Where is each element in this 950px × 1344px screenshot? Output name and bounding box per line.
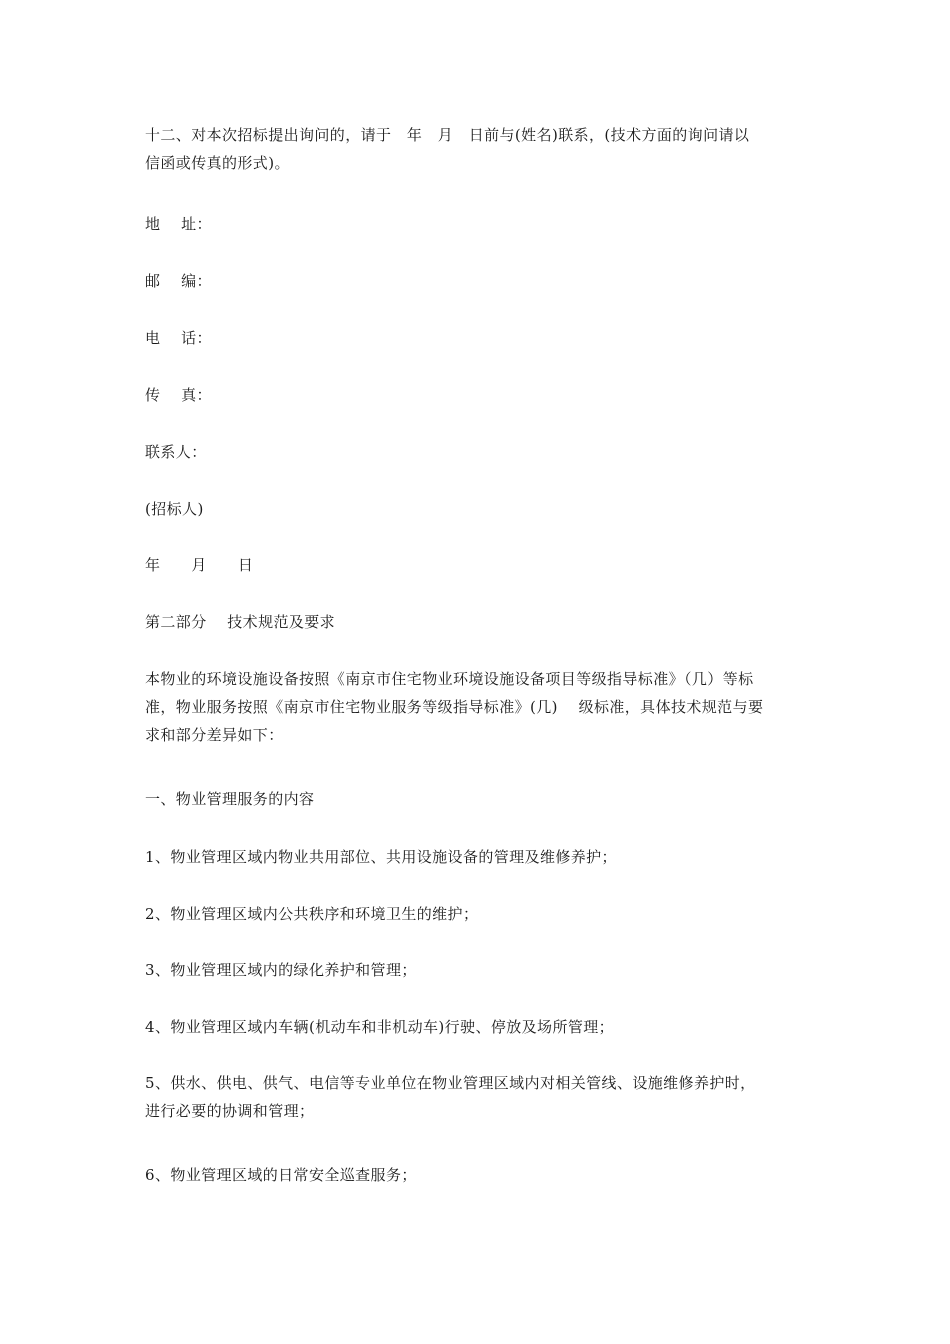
clause-12-line-2: 信函或传真的形式)。	[145, 154, 290, 172]
list-item-4: 4、物业管理区域内车辆(机动车和非机动车)行驶、停放及场所管理；	[145, 1018, 615, 1036]
postcode-label: 邮 编：	[145, 272, 212, 290]
list-item-3: 3、物业管理区域内的绿化养护和管理；	[145, 961, 417, 979]
standards-para-line-1: 本物业的环境设施设备按照《南京市住宅物业环境设施设备项目等级指导标准》（几）等标	[145, 670, 754, 688]
phone-label: 电 话：	[145, 329, 212, 347]
subsection-heading: 一、物业管理服务的内容	[145, 790, 315, 808]
clause-12-line-1: 十二、对本次招标提出询问的，请于 年 月 日前与(姓名)联系，(技术方面的询问请以	[145, 126, 750, 144]
standards-para-line-3: 求和部分差异如下：	[145, 726, 284, 744]
contact-person-label: 联系人：	[145, 443, 207, 461]
list-item-2: 2、物业管理区域内公共秩序和环境卫生的维护；	[145, 905, 479, 923]
date-line: 年 月 日	[145, 556, 254, 574]
list-item-5-line-1: 5、供水、供电、供气、电信等专业单位在物业管理区域内对相关管线、设施维修养护时，	[145, 1074, 756, 1092]
fax-label: 传 真：	[145, 386, 212, 404]
tenderer-label: (招标人)	[145, 500, 204, 518]
list-item-6: 6、物业管理区域的日常安全巡查服务；	[145, 1166, 417, 1184]
list-item-1: 1、物业管理区域内物业共用部位、共用设施设备的管理及维修养护；	[145, 848, 617, 866]
address-label: 地 址：	[145, 215, 212, 233]
section-heading: 第二部分 技术规范及要求	[145, 613, 336, 631]
standards-para-line-2: 准，物业服务按照《南京市住宅物业服务等级指导标准》(几) 级标准，具体技术规范与要	[145, 698, 764, 716]
list-item-5-line-2: 进行必要的协调和管理；	[145, 1102, 315, 1120]
